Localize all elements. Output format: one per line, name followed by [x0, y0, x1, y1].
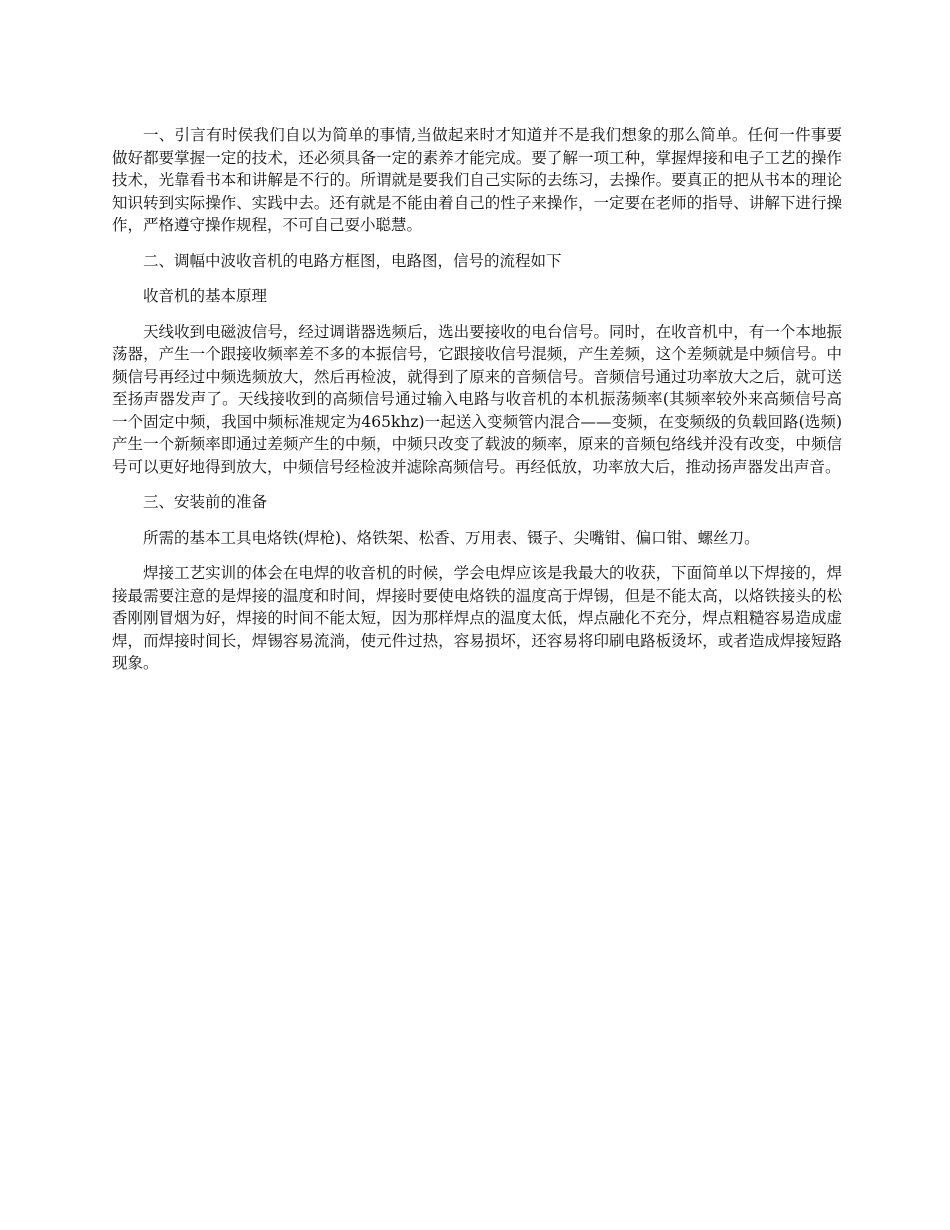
paragraph-principle-heading: 收音机的基本原理: [143, 287, 268, 305]
paragraph-welding-experience: 焊接工艺实训的体会在电焊的收音机的时候，学会电焊应该是我最大的收获，下面简单以下焊接的，焊接最需要注意的是焊接的温度和时间，焊接时要使电烙铁的温度高于焊锡，但是不能太高，以烙铁接头的松香刚刚冒烟为好，焊接的时间不能太短，因为那样焊点的温度太低，焊点融化不充分，焊点粗糙容易造成虚焊，而焊接时间长，焊锡容易流淌，使元件过热，容易损坏，还容易将印刷电路板烫坏，或者造成焊接短路现象。: [112, 564, 842, 672]
paragraph-preparation-heading: 三、安装前的准备: [143, 493, 268, 511]
paragraph-introduction: 一、引言有时侯我们自以为简单的事情,当做起来时才知道并不是我们想象的那么简单。任何一件事要做好都要掌握一定的技术，还必须具备一定的素养才能完成。要了解一项工种，掌握焊接和电子工艺的操作技术，光靠看书本和讲解是不行的。所谓就是要我们自己实际的去练习，去操作。要真正的把从书本的理论知识转到实际操作、实践中去。还有就是不能由着自己的性子来操作，一定要在老师的指导、讲解下进行操作，严格遵守操作规程，不可自己耍小聪慧。: [112, 126, 842, 234]
paragraph-tools-list: 所需的基本工具电烙铁(焊枪)、烙铁架、松香、万用表、镊子、尖嘴钳、偏口钳、螺丝刀。: [143, 528, 760, 547]
paragraph-circuit-heading: 二、调幅中波收音机的电路方框图，电路图，信号的流程如下: [143, 251, 562, 270]
paragraph-principle-body: 天线收到电磁波信号，经过调谐器选频后，选出要接收的电台信号。同时，在收音机中，有一个本地振荡器，产生一个跟接收频率差不多的本振信号，它跟接收信号混频，产生差频，这个差频就是中频信号。中频信号再经过中频选频放大，然后再检波，就得到了原来的音频信号。音频信号通过功率放大之后，就可送至扬声器发声了。天线接收到的高频信号通过输入电路与收音机的本机振荡频率(其频率较外来高频信号高一个固定中频，我国中频标准规定为465khz)一起送入变频管内混合——变频，在变频级的负载回路(选频)产生一个新频率即通过差频产生的中频，中频只改变了载波的频率，原来的音频包络线并没有改变，中频信号可以更好地得到放大，中频信号经检波并滤除高频信号。再经低放，功率放大后，推动扬声器发出声音。: [112, 322, 842, 476]
document-body: [112, 124, 842, 688]
